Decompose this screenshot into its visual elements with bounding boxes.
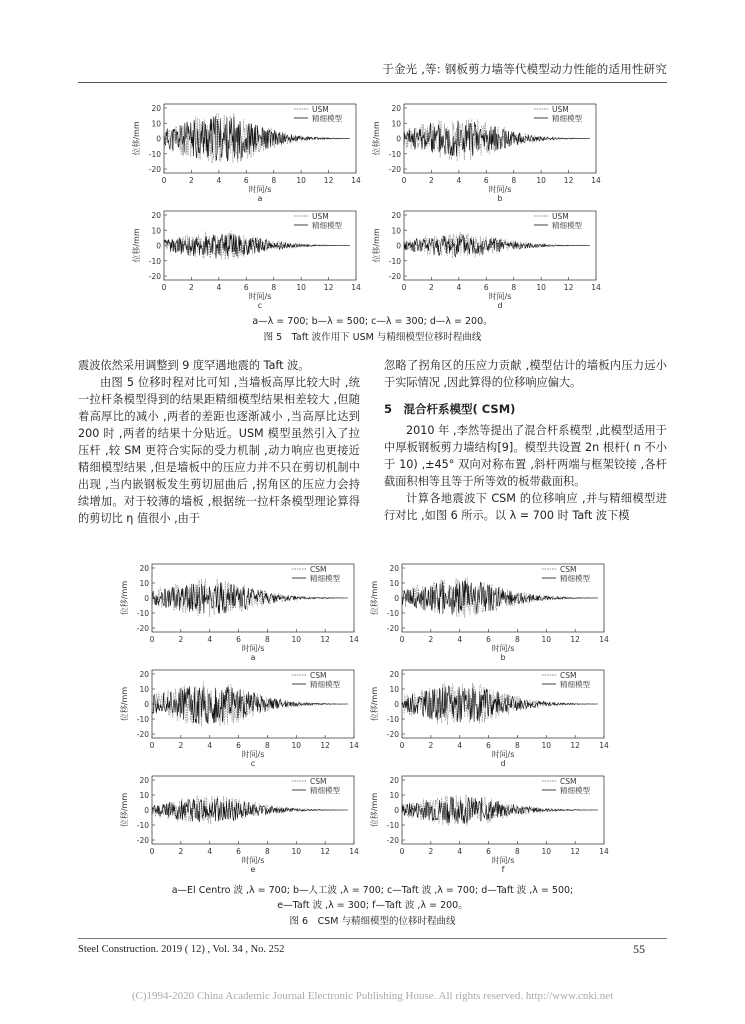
y-tick-label: 10 [391,119,401,129]
x-tick-label: 0 [149,741,155,750]
panel-label: c [250,759,256,768]
legend-label-refined: 精细模型 [560,574,590,583]
x-tick-label: 4 [216,176,222,185]
panel-label: d [500,759,506,768]
x-tick-label: 14 [349,847,359,856]
series-refined-model [164,116,350,161]
panel-label: e [250,865,256,874]
journal-info: Steel Construction. 2019 ( 12) , Vol. 34 , No. 252 [78,944,285,955]
x-tick-label: 4 [456,176,462,185]
x-tick-label: 8 [511,283,517,292]
x-tick-label: 10 [536,283,546,292]
fig6-caption: 图 6 CSM 与精细模型的位移时程曲线 [289,916,456,927]
y-tick-label: -10 [386,715,399,724]
panel-label: b [500,653,506,662]
right-column [384,357,667,524]
y-tick-label: 0 [144,806,149,815]
x-axis-label: 时间/s [488,185,512,194]
fig6-panel-e [118,770,368,874]
y-tick-label: -20 [148,165,161,174]
x-tick-label: 12 [563,283,574,292]
x-tick-label: 10 [291,741,302,750]
series-equivalent-model [152,796,348,825]
x-axis-label: 时间/s [241,856,265,865]
x-tick-label: 4 [457,847,463,856]
x-tick-label: 8 [265,847,270,856]
fig5-panel-b [370,98,610,203]
fig5-caption: 图 5 Taft 波作用下 USM 与精细模型位移时程曲线 [263,332,482,343]
y-tick-label: 0 [156,241,161,251]
y-tick-label: -20 [136,730,149,739]
legend-label-refined: 精细模型 [312,221,342,230]
header-rule [78,82,667,83]
y-tick-label: 20 [389,564,399,573]
legend-label-equivalent: CSM [560,565,577,574]
fig6-panel-f [368,770,618,874]
y-tick-label: -20 [386,730,399,739]
x-tick-label: 6 [243,283,249,292]
legend-label-refined: 精细模型 [310,680,340,689]
y-tick-label: 20 [139,670,149,679]
x-tick-label: 2 [178,635,184,644]
y-axis-label: 位移/mm [370,580,379,616]
y-tick-label: 0 [394,806,399,815]
y-tick-label: 20 [151,104,161,113]
left-paragraph-2: 由图 5 位移时程对比可知 ,当墙板高厚比较大时 ,统一拉杆条模型得到的结果距精细模型结果相差较大 ,但随着高厚比的减小 ,两者的差距也逐渐减小 ,当高厚比达到 200 时 ,两者的结果十分贴近。USM 模型虽然引入了拉压杆 ,较 SM 更符合实际的受力机制 ,动力响应也更接近精细模型结果 ,但是墙板中的压应力并不只在剪切机制中出现 ,当内嵌钢板发生剪切屈曲后 ,拐角区的压应力会持续增加。对于较薄的墙板 ,根据统一拉杆条模型理论算得的剪切比 η 值很小 ,由于 [78,376,360,525]
x-tick-label: 8 [265,741,270,750]
x-tick-label: 2 [189,283,194,292]
y-axis-label: 位移/mm [120,686,129,722]
legend-label-refined: 精细模型 [310,574,340,583]
y-tick-label: -10 [136,821,149,830]
legend-label-equivalent: CSM [310,565,327,574]
series-refined-model [152,583,348,614]
y-tick-label: -20 [386,624,399,633]
y-tick-label: 0 [394,700,399,709]
x-tick-label: 12 [570,741,580,750]
y-tick-label: 10 [139,791,149,800]
x-tick-label: 8 [511,176,517,185]
x-axis-label: 时间/s [488,292,512,301]
fig6-panel-b [368,558,618,662]
x-tick-label: 8 [265,635,270,644]
y-axis-label: 位移/mm [132,228,141,263]
copyright-notice: (C)1994-2020 China Academic Journal Electronic Publishing House. All rights reserved. http://www.cnki.net [131,990,614,1002]
y-tick-label: 10 [391,226,401,236]
panel-label: a [257,194,263,203]
x-tick-label: 14 [591,283,601,292]
x-tick-label: 10 [536,176,546,185]
x-tick-label: 12 [570,635,580,644]
y-tick-label: 20 [391,211,401,220]
y-tick-label: -20 [388,165,401,174]
x-tick-label: 10 [541,847,552,856]
y-tick-label: -20 [148,272,161,281]
x-tick-label: 10 [541,635,552,644]
y-tick-label: 20 [151,211,161,220]
footer-rule [78,938,667,939]
x-tick-label: 12 [570,847,580,856]
x-tick-label: 2 [428,847,434,856]
y-tick-label: 10 [389,791,399,800]
legend-label-equivalent: USM [312,105,329,114]
fig5-panel-a [130,98,370,203]
panel-label: d [497,301,503,310]
x-tick-label: 12 [323,283,334,292]
right-paragraph-2: 2010 年 ,李然等提出了混合杆系模型 ,此模型适用于中厚板钢板剪力墙结构[9]。模型共设置 2n 根杆( n 不小于 10) ,±45° 双向对称布置 ,斜杆两端与框架铰接 ,各杆截面积相等且等于所等效的板带截面积。 [384,424,667,488]
y-tick-label: -20 [136,836,149,845]
legend-label-refined: 精细模型 [560,786,590,795]
y-tick-label: 0 [396,241,401,251]
x-tick-label: 6 [486,635,491,644]
x-tick-label: 14 [599,741,609,750]
x-tick-label: 10 [291,847,302,856]
y-axis-label: 位移/mm [370,686,379,722]
y-tick-label: -10 [148,256,161,266]
y-tick-label: 0 [144,594,149,603]
y-tick-label: 20 [391,104,401,113]
x-tick-label: 14 [349,741,359,750]
x-tick-label: 4 [457,635,463,644]
y-tick-label: 20 [389,670,399,679]
fig5-panel-d [370,205,610,310]
y-tick-label: -10 [386,821,399,830]
x-tick-label: 2 [178,847,184,856]
panel-label: c [257,301,263,310]
x-tick-label: 14 [349,635,359,644]
x-tick-label: 0 [161,176,167,185]
legend-label-equivalent: CSM [310,777,327,786]
series-equivalent-model [404,232,590,258]
x-tick-label: 6 [236,741,241,750]
y-tick-label: -20 [386,836,399,845]
x-tick-label: 14 [351,176,361,185]
y-tick-label: 10 [139,579,149,588]
y-tick-label: -20 [136,624,149,633]
fig6-note-1: a—El Centro 波 ,λ = 700; b—人工波 ,λ = 700; c—Taft 波 ,λ = 700; d—Taft 波 ,λ = 500; [171,885,574,896]
left-column [78,357,360,527]
y-axis-label: 位移/mm [372,121,381,156]
x-tick-label: 0 [161,283,167,292]
x-tick-label: 8 [271,176,277,185]
x-tick-label: 6 [486,741,491,750]
x-axis-label: 时间/s [241,750,265,759]
y-tick-label: -10 [136,715,149,724]
legend-label-equivalent: USM [552,105,569,114]
x-axis-label: 时间/s [491,644,515,653]
y-tick-label: 0 [144,700,149,709]
x-tick-label: 4 [456,283,462,292]
y-axis-label: 位移/mm [120,580,129,616]
y-tick-label: 10 [151,119,161,129]
fig5-note: a—λ = 700; b—λ = 500; c—λ = 300; d—λ = 200。 [252,316,493,327]
figure-5 [130,98,610,313]
y-tick-label: 10 [389,579,399,588]
x-tick-label: 4 [207,741,213,750]
legend-label-equivalent: CSM [560,777,577,786]
y-tick-label: 10 [151,226,161,236]
legend-label-refined: 精细模型 [310,786,340,795]
section-5-title: 5 混合杆系模型( CSM) [384,402,516,416]
y-axis-label: 位移/mm [120,792,129,828]
x-tick-label: 10 [296,283,306,292]
x-tick-label: 10 [296,176,306,185]
left-paragraph-1: 震波依然采用调整到 9 度罕遇地震的 Taft 波。 [78,359,310,372]
x-tick-label: 0 [149,847,155,856]
x-tick-label: 14 [599,635,609,644]
x-tick-label: 14 [351,283,361,292]
fig6-panel-d [368,664,618,768]
x-tick-label: 4 [207,635,213,644]
x-tick-label: 8 [515,741,520,750]
series-equivalent-model [402,683,598,725]
x-tick-label: 6 [483,283,489,292]
x-tick-label: 2 [428,741,434,750]
y-tick-label: 10 [389,685,399,694]
x-tick-label: 6 [236,847,241,856]
legend-label-equivalent: CSM [560,671,577,680]
legend-label-refined: 精细模型 [560,680,590,689]
running-header: 于金光 ,等: 钢板剪力墙等代模型动力性能的适用性研究 [382,62,667,76]
x-tick-label: 0 [399,635,405,644]
x-axis-label: 时间/s [248,185,272,194]
y-tick-label: 10 [139,685,149,694]
x-tick-label: 0 [401,283,407,292]
x-tick-label: 2 [178,741,184,750]
x-tick-label: 8 [515,847,520,856]
x-tick-label: 6 [486,847,491,856]
x-tick-label: 14 [599,847,609,856]
x-tick-label: 8 [515,635,520,644]
x-tick-label: 4 [216,283,222,292]
panel-label: b [497,194,503,203]
x-tick-label: 6 [243,176,249,185]
x-tick-label: 10 [291,635,302,644]
legend-label-equivalent: USM [552,212,569,221]
x-tick-label: 6 [483,176,489,185]
x-axis-label: 时间/s [241,644,265,653]
x-tick-label: 12 [320,847,330,856]
x-tick-label: 2 [428,635,434,644]
x-tick-label: 12 [563,176,574,185]
x-tick-label: 12 [323,176,334,185]
panel-label: a [250,653,256,662]
y-tick-label: -10 [388,256,401,266]
right-paragraph-3: 计算各地震波下 CSM 的位移响应 ,并与精细模型进行对比 ,如图 6 所示。以 λ = 700 时 Taft 波下模 [384,492,667,522]
y-tick-label: 20 [389,776,399,785]
legend-label-equivalent: USM [312,212,329,221]
page-number: 55 [633,942,645,956]
fig5-panel-c [130,205,370,310]
y-axis-label: 位移/mm [132,121,141,156]
y-tick-label: -20 [388,272,401,281]
legend-label-equivalent: CSM [310,671,327,680]
legend-label-refined: 精细模型 [312,114,342,123]
x-tick-label: 2 [429,176,434,185]
x-tick-label: 0 [399,741,405,750]
x-tick-label: 12 [320,741,330,750]
x-tick-label: 0 [399,847,405,856]
x-tick-label: 14 [591,176,601,185]
x-axis-label: 时间/s [491,750,515,759]
fig6-panel-c [118,664,368,768]
x-tick-label: 0 [149,635,155,644]
x-tick-label: 4 [457,741,463,750]
x-axis-label: 时间/s [491,856,515,865]
fig6-note-2: e—Taft 波 ,λ = 300; f—Taft 波 ,λ = 200。 [277,900,468,911]
y-axis-label: 位移/mm [372,228,381,263]
right-paragraph-1: 忽略了拐角区的压应力贡献 ,模型估计的墙板内压力远小于实际情况 ,因此算得的位移响应偏大。 [384,359,667,389]
y-tick-label: 0 [156,134,161,144]
legend-label-refined: 精细模型 [552,114,582,123]
x-tick-label: 4 [207,847,213,856]
x-tick-label: 12 [320,635,330,644]
y-tick-label: 20 [139,776,149,785]
x-tick-label: 8 [271,283,277,292]
y-tick-label: 20 [139,564,149,573]
x-tick-label: 6 [236,635,241,644]
y-tick-label: -10 [386,609,399,618]
panel-label: f [501,865,505,874]
y-tick-label: -10 [148,149,161,159]
x-tick-label: 0 [401,176,407,185]
y-tick-label: -10 [136,609,149,618]
y-tick-label: 0 [396,134,401,144]
x-tick-label: 10 [541,741,552,750]
y-tick-label: -10 [388,149,401,159]
figure-6 [118,558,618,880]
x-axis-label: 时间/s [248,292,272,301]
legend-label-refined: 精细模型 [552,221,582,230]
y-tick-label: 0 [394,594,399,603]
x-tick-label: 2 [429,283,434,292]
fig6-panel-a [118,558,368,662]
x-tick-label: 2 [189,176,194,185]
y-axis-label: 位移/mm [370,792,379,828]
